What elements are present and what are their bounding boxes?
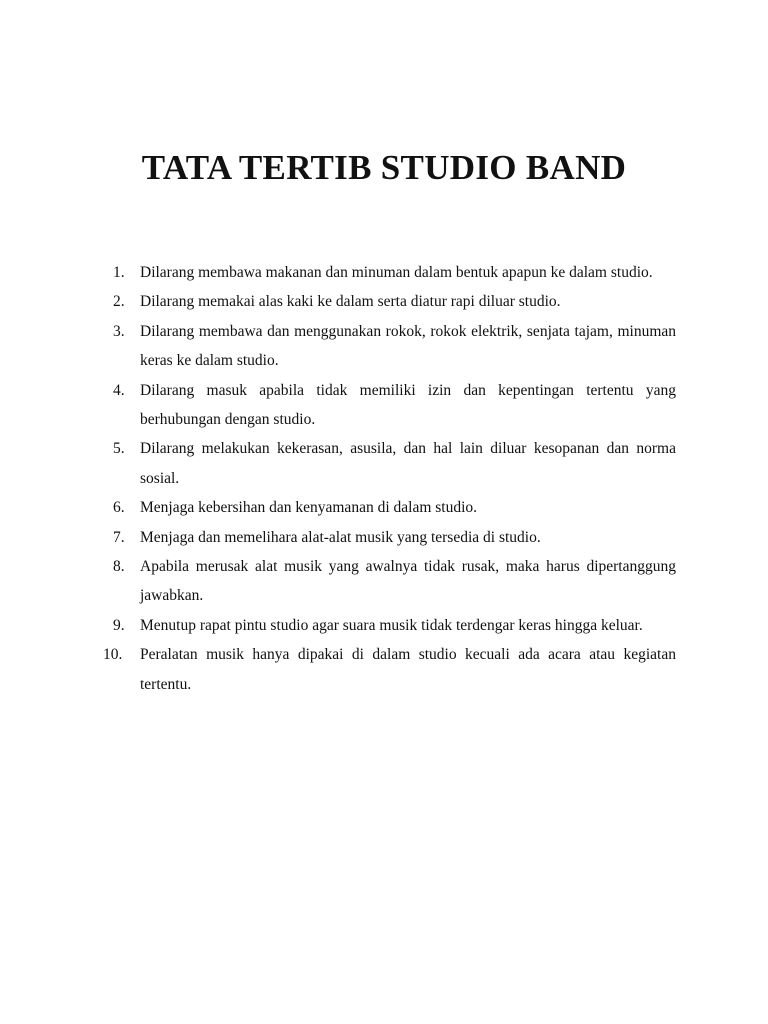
page-title: TATA TERTIB STUDIO BAND [141,148,627,187]
rule-item-5 [96,434,676,493]
rule-text: Dilarang memakai alas kaki ke dalam serta diatur rapi diluar studio. [140,293,561,311]
rule-item-2 [96,287,676,316]
rule-item-9 [96,611,676,640]
rule-number: 5. [113,440,125,458]
rule-number: 10. [103,646,123,664]
rule-number: 9. [113,616,125,634]
rule-item-1 [96,258,676,287]
rule-number: 7. [113,528,125,546]
rule-number: 8. [113,558,125,576]
rules-list [96,258,676,699]
rule-text: Menjaga kebersihan dan kenyamanan di dalam studio. [140,499,478,517]
rule-text: Dilarang masuk apabila tidak memiliki izin dan kepentingan tertentu yang berhubungan dengan studio. [140,381,676,429]
rule-number: 4. [113,381,125,399]
rule-number: 3. [113,322,125,340]
rule-number: 6. [113,499,125,517]
rule-number: 2. [113,293,125,311]
rule-item-7 [96,523,676,552]
rule-item-10 [96,640,676,699]
rule-item-6 [96,493,676,522]
rule-number: 1. [113,264,125,281]
rule-text: Dilarang melakukan kekerasan, asusila, dan hal lain diluar kesopanan dan norma sosial. [140,440,676,487]
rule-item-4 [96,376,676,435]
rule-text: Apabila merusak alat musik yang awalnya tidak rusak, maka harus dipertanggung jawabkan. [140,558,676,605]
rule-text: Menjaga dan memelihara alat-alat musik yang tersedia di studio. [140,528,541,546]
rule-item-3 [96,317,676,376]
rule-text: Dilarang membawa dan menggunakan rokok, rokok elektrik, senjata tajam, minuman keras ke dalam studio. [140,322,676,370]
rule-text: Peralatan musik hanya dipakai di dalam studio kecuali ada acara atau kegiatan tertentu. [140,646,676,693]
rule-text: Menutup rapat pintu studio agar suara musik tidak terdengar keras hingga keluar. [140,616,643,634]
rule-text: Dilarang membawa makanan dan minuman dalam bentuk apapun ke dalam studio. [140,264,653,281]
rule-item-8 [96,552,676,611]
